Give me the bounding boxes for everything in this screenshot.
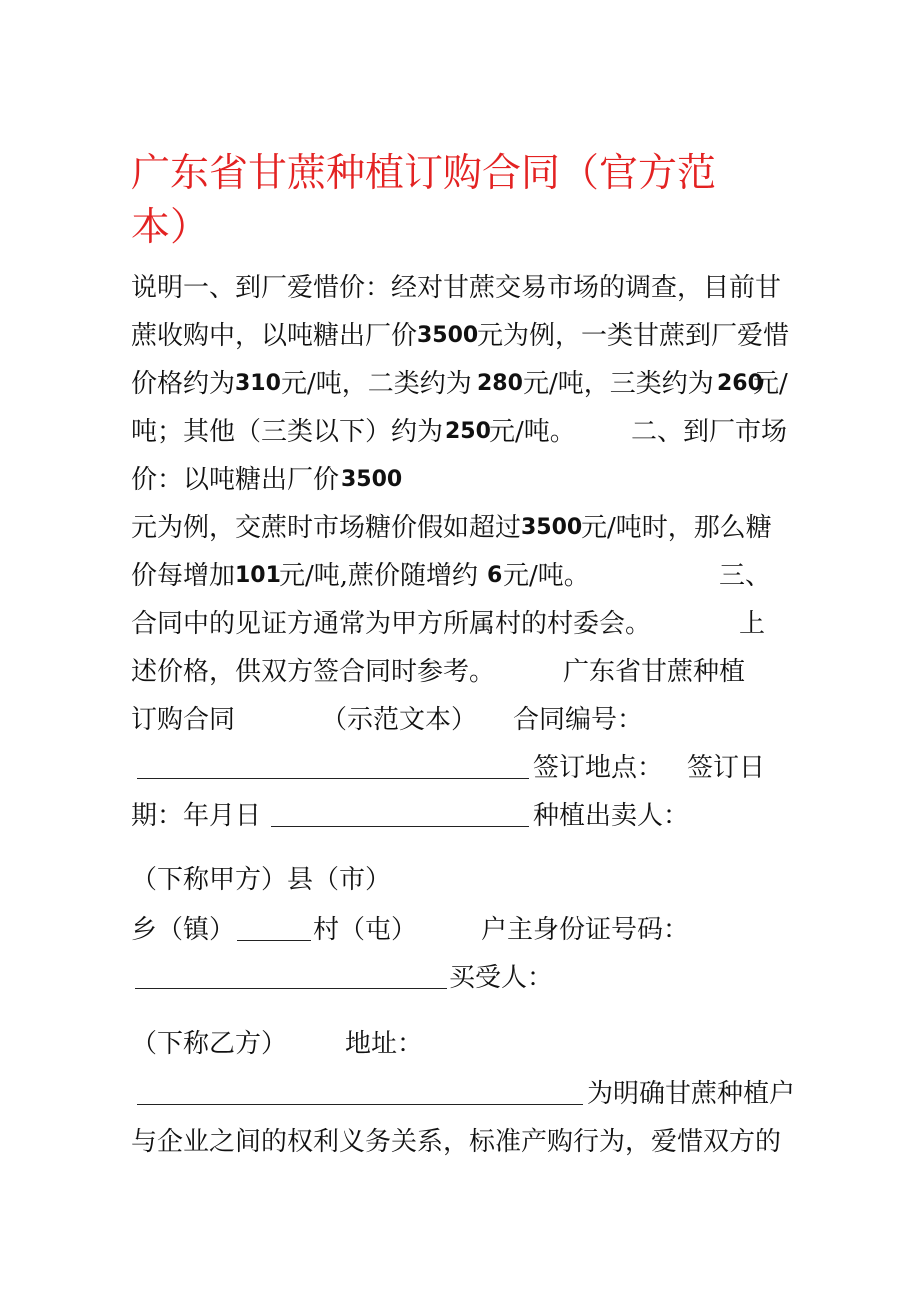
notes-text: 上: [739, 609, 766, 639]
price-value: 310: [235, 371, 281, 396]
signing-date-label: 签订日: [687, 753, 766, 783]
price-value: 250: [445, 419, 491, 444]
notes-text: 元/: [753, 369, 788, 399]
notes-text: 价：以吨糖出厂价: [131, 465, 340, 495]
form-line: [131, 1122, 801, 1162]
township-blank: [237, 940, 311, 941]
price-value: 3500: [521, 515, 583, 540]
notes-text: 价每增加: [131, 561, 236, 591]
address-label: 地址：: [345, 1029, 424, 1059]
form-text: 期：年月日: [131, 801, 262, 831]
notes-line: [131, 268, 801, 308]
notes-text: 广东省甘蔗种植: [563, 657, 746, 687]
document-title-line2: 本）: [131, 205, 210, 250]
notes-line: [131, 316, 801, 356]
price-value: 280: [477, 371, 523, 396]
price-value: 3500: [341, 467, 403, 492]
form-text: 乡（镇）: [131, 915, 236, 945]
notes-text: 合同中的见证方通常为甲方所属村的村委会。: [131, 609, 652, 639]
form-text: 与企业之间的权利义务关系，标准产购行为，爱惜双方的: [131, 1127, 782, 1157]
notes-text: 述价格，供双方签合同时参考。: [131, 657, 496, 687]
form-text: 订购合同: [131, 705, 236, 735]
notes-text: 元为例，交蔗时市场糖价假如超过: [131, 513, 522, 543]
notes-line: [131, 508, 801, 548]
price-value: 101: [235, 563, 281, 588]
form-text: （示范文本）: [321, 705, 478, 735]
notes-text: 价格约为: [131, 369, 236, 399]
contract-number-label: 合同编号：: [513, 705, 644, 735]
notes-line: [131, 556, 801, 596]
notes-line: [131, 412, 801, 452]
id-number-label: 户主身份证号码：: [481, 915, 690, 945]
notes-line: [131, 364, 801, 404]
notes-text: 元/吨。: [503, 561, 590, 591]
notes-text: 二、到厂市场: [631, 417, 788, 447]
buyer-label: 买受人：: [449, 963, 554, 993]
id-number-blank: [135, 988, 447, 989]
notes-text: 元为例，一类甘蔗到厂爱惜: [477, 321, 790, 351]
signing-place-label: 签订地点：: [533, 753, 664, 783]
notes-text: 元/吨时，那么糖: [581, 513, 772, 543]
notes-line: [131, 460, 801, 500]
notes-line: [131, 652, 801, 692]
form-text: （下称甲方）县（市）: [131, 865, 392, 895]
seller-label: 种植出卖人：: [533, 801, 690, 831]
form-text: 为明确甘蔗种植户: [587, 1079, 796, 1109]
notes-text: 说明一、到厂爱惜价：经对甘蔗交易市场的调查，目前甘: [131, 273, 782, 303]
form-text: 村（屯）: [313, 915, 418, 945]
form-text: （下称乙方）: [131, 1029, 288, 1059]
form-line: [131, 700, 801, 740]
date-blank: [271, 826, 529, 827]
notes-text: 元/吨，三类约为: [523, 369, 714, 399]
price-value: 6: [487, 563, 503, 588]
form-line: [131, 860, 801, 900]
notes-text: 元/吨。: [489, 417, 576, 447]
price-value: 260: [717, 371, 763, 396]
price-value: 3500: [417, 323, 479, 348]
form-line: [131, 796, 801, 836]
notes-text: 吨；其他（三类以下）约为: [131, 417, 444, 447]
notes-text: 元/吨，二类约为: [281, 369, 472, 399]
form-line: [131, 1074, 801, 1114]
document-title-line1: 广东省甘蔗种植订购合同（官方范: [131, 151, 717, 196]
address-blank: [137, 1104, 583, 1105]
notes-line: [131, 604, 801, 644]
notes-text: 元/吨,蔗价随增约: [279, 561, 479, 591]
form-line: [131, 910, 801, 950]
form-line: [131, 958, 801, 998]
form-line: [131, 1024, 801, 1064]
form-line: [131, 748, 801, 788]
notes-text: 三、: [719, 561, 772, 591]
notes-text: 蔗收购中，以吨糖出厂价: [131, 321, 418, 351]
contract-number-blank: [137, 778, 529, 779]
